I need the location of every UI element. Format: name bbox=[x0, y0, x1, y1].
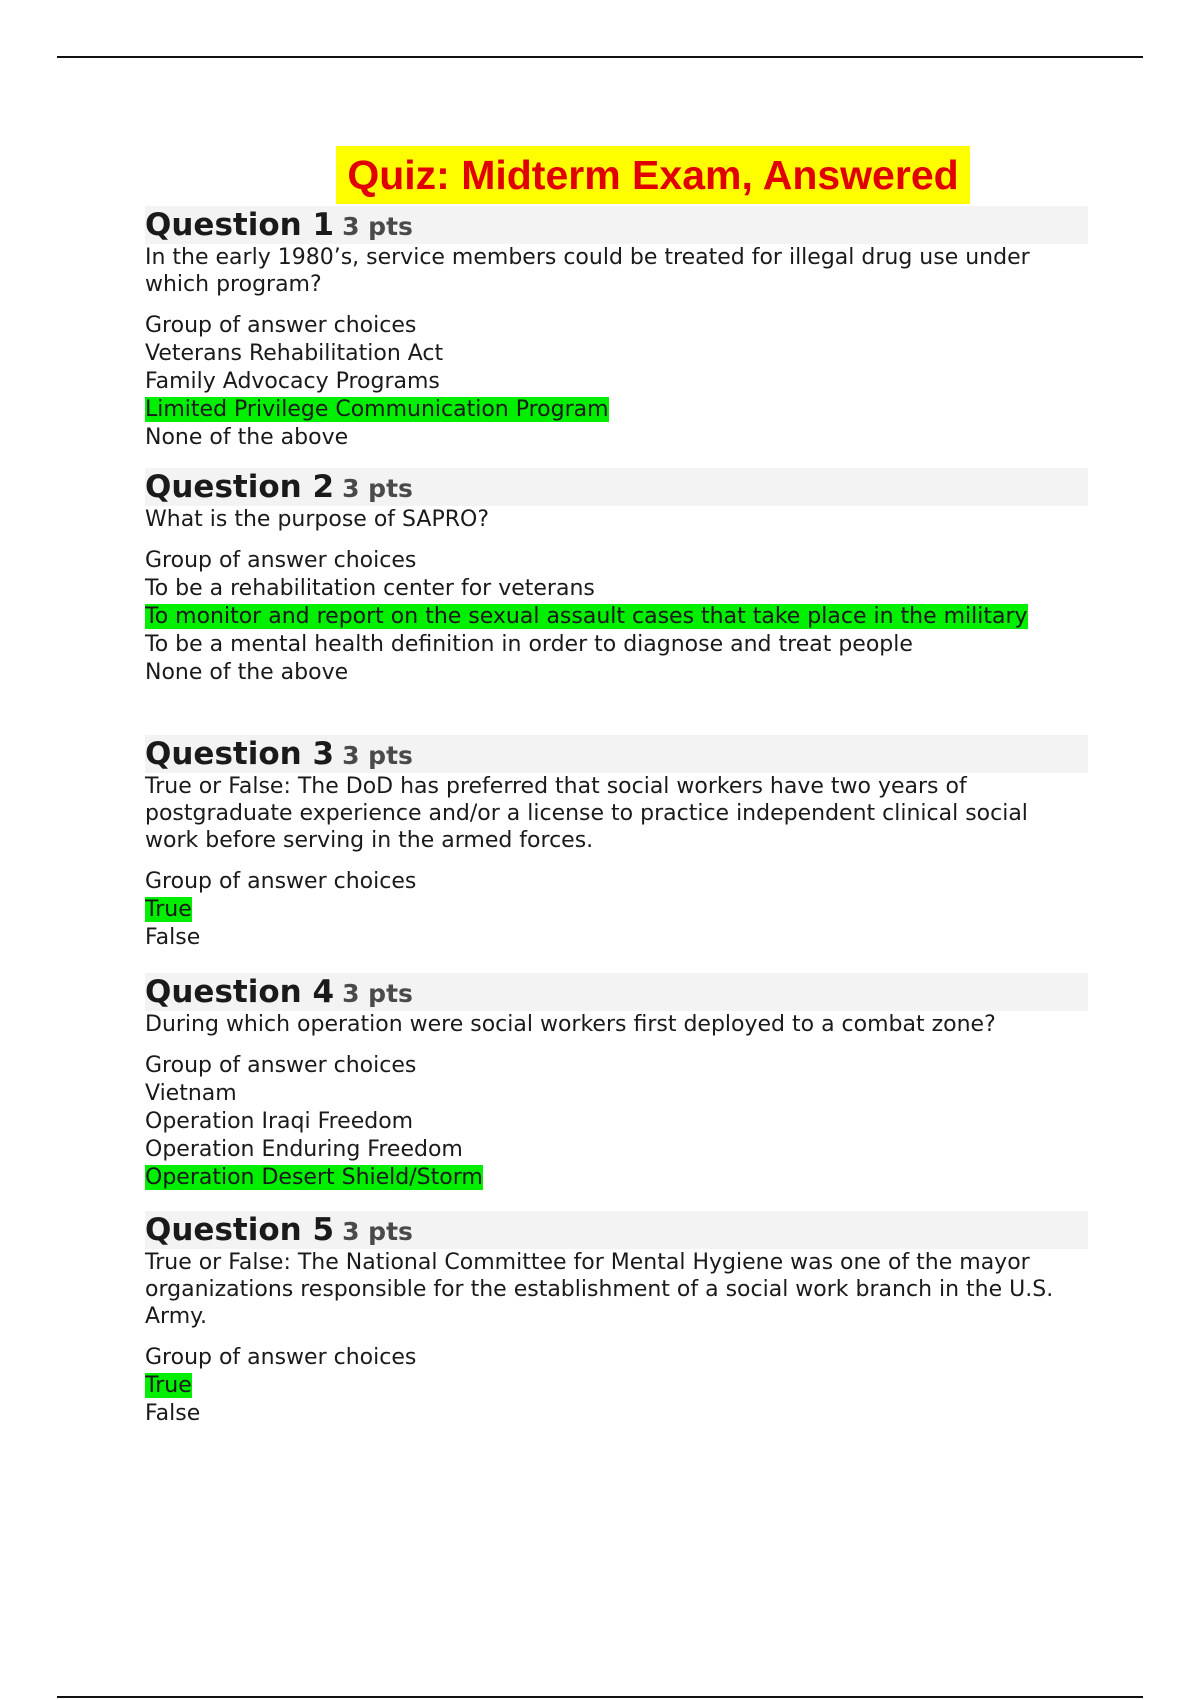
question-block bbox=[145, 1211, 1088, 1428]
answer-choices bbox=[145, 340, 1088, 452]
answer-choice-text: False bbox=[145, 925, 201, 950]
answer-choices bbox=[145, 1080, 1088, 1192]
answer-choice-text: Vietnam bbox=[145, 1081, 237, 1106]
question-points: 3 pts bbox=[342, 1217, 413, 1246]
question-points: 3 pts bbox=[342, 979, 413, 1008]
question-title: Question 5 bbox=[145, 1212, 335, 1248]
answer-choice-text: To monitor and report on the sexual assault cases that take place in the military bbox=[145, 604, 1028, 629]
answer-choice-correct bbox=[145, 1372, 1088, 1400]
question-block bbox=[145, 973, 1088, 1192]
answer-choices bbox=[145, 896, 1088, 952]
answer-choice bbox=[145, 340, 1088, 368]
question-header bbox=[145, 973, 1088, 1011]
answer-choice-text: Operation Iraqi Freedom bbox=[145, 1109, 414, 1134]
question-block bbox=[145, 735, 1088, 952]
answer-choice bbox=[145, 1080, 1088, 1108]
question-title: Question 1 bbox=[145, 207, 335, 243]
question-header bbox=[145, 735, 1088, 773]
question-header bbox=[145, 468, 1088, 506]
answer-choice bbox=[145, 924, 1088, 952]
question-block bbox=[145, 468, 1088, 687]
answer-choice bbox=[145, 1108, 1088, 1136]
question-block bbox=[145, 206, 1088, 452]
question-text: During which operation were social workers first deployed to a combat zone? bbox=[145, 1012, 996, 1037]
document-title: Quiz: Midterm Exam, Answered bbox=[336, 146, 970, 204]
answer-group-label: Group of answer choices bbox=[145, 548, 417, 573]
answer-choice-text: None of the above bbox=[145, 425, 349, 450]
answer-choice-text: True bbox=[145, 1373, 192, 1398]
answer-choice-text: To be a mental health definition in order to diagnose and treat people bbox=[145, 632, 913, 657]
answer-choice bbox=[145, 1136, 1088, 1164]
answer-group-label: Group of answer choices bbox=[145, 1053, 417, 1078]
answer-choice-text: Family Advocacy Programs bbox=[145, 369, 440, 394]
answer-choice bbox=[145, 575, 1088, 603]
question-header bbox=[145, 206, 1088, 244]
answer-group-label: Group of answer choices bbox=[145, 1345, 417, 1370]
question-title: Question 3 bbox=[145, 736, 335, 772]
answer-choice-text: Operation Enduring Freedom bbox=[145, 1137, 463, 1162]
answer-choice-text: None of the above bbox=[145, 660, 349, 685]
answer-choice bbox=[145, 631, 1088, 659]
answer-group-label: Group of answer choices bbox=[145, 313, 417, 338]
answer-choice bbox=[145, 424, 1088, 452]
question-header bbox=[145, 1211, 1088, 1249]
answer-choice-correct bbox=[145, 603, 1088, 631]
question-points: 3 pts bbox=[342, 741, 413, 770]
bottom-rule bbox=[57, 1696, 1143, 1698]
top-rule bbox=[57, 56, 1143, 58]
answer-choice bbox=[145, 659, 1088, 687]
answer-choice-text: Operation Desert Shield/Storm bbox=[145, 1165, 483, 1190]
question-title: Question 4 bbox=[145, 974, 335, 1010]
answer-choice-text: True bbox=[145, 897, 192, 922]
question-text: True or False: The National Committee for Mental Hygiene was one of the mayor organizations responsible for the establishment of a social work branch in the U.S. Army. bbox=[145, 1250, 1054, 1329]
answer-choices bbox=[145, 1372, 1088, 1428]
answer-choice-text: To be a rehabilitation center for veterans bbox=[145, 576, 595, 601]
answer-choice bbox=[145, 368, 1088, 396]
answer-choices bbox=[145, 575, 1088, 687]
question-points: 3 pts bbox=[342, 212, 413, 241]
question-text: True or False: The DoD has preferred that social workers have two years of postgraduate experience and/or a license to practice independent clinical social work before serving in the armed forces. bbox=[145, 774, 1028, 853]
answer-choice-text: Veterans Rehabilitation Act bbox=[145, 341, 444, 366]
answer-group-label: Group of answer choices bbox=[145, 869, 417, 894]
answer-choice bbox=[145, 1400, 1088, 1428]
question-text: In the early 1980’s, service members could be treated for illegal drug use under which program? bbox=[145, 245, 1030, 297]
answer-choice-text: False bbox=[145, 1401, 201, 1426]
answer-choice-correct bbox=[145, 396, 1088, 424]
question-text: What is the purpose of SAPRO? bbox=[145, 507, 489, 532]
question-title: Question 2 bbox=[145, 469, 335, 505]
answer-choice-correct bbox=[145, 1164, 1088, 1192]
answer-choice-text: Limited Privilege Communication Program bbox=[145, 397, 609, 422]
question-points: 3 pts bbox=[342, 474, 413, 503]
answer-choice-correct bbox=[145, 896, 1088, 924]
